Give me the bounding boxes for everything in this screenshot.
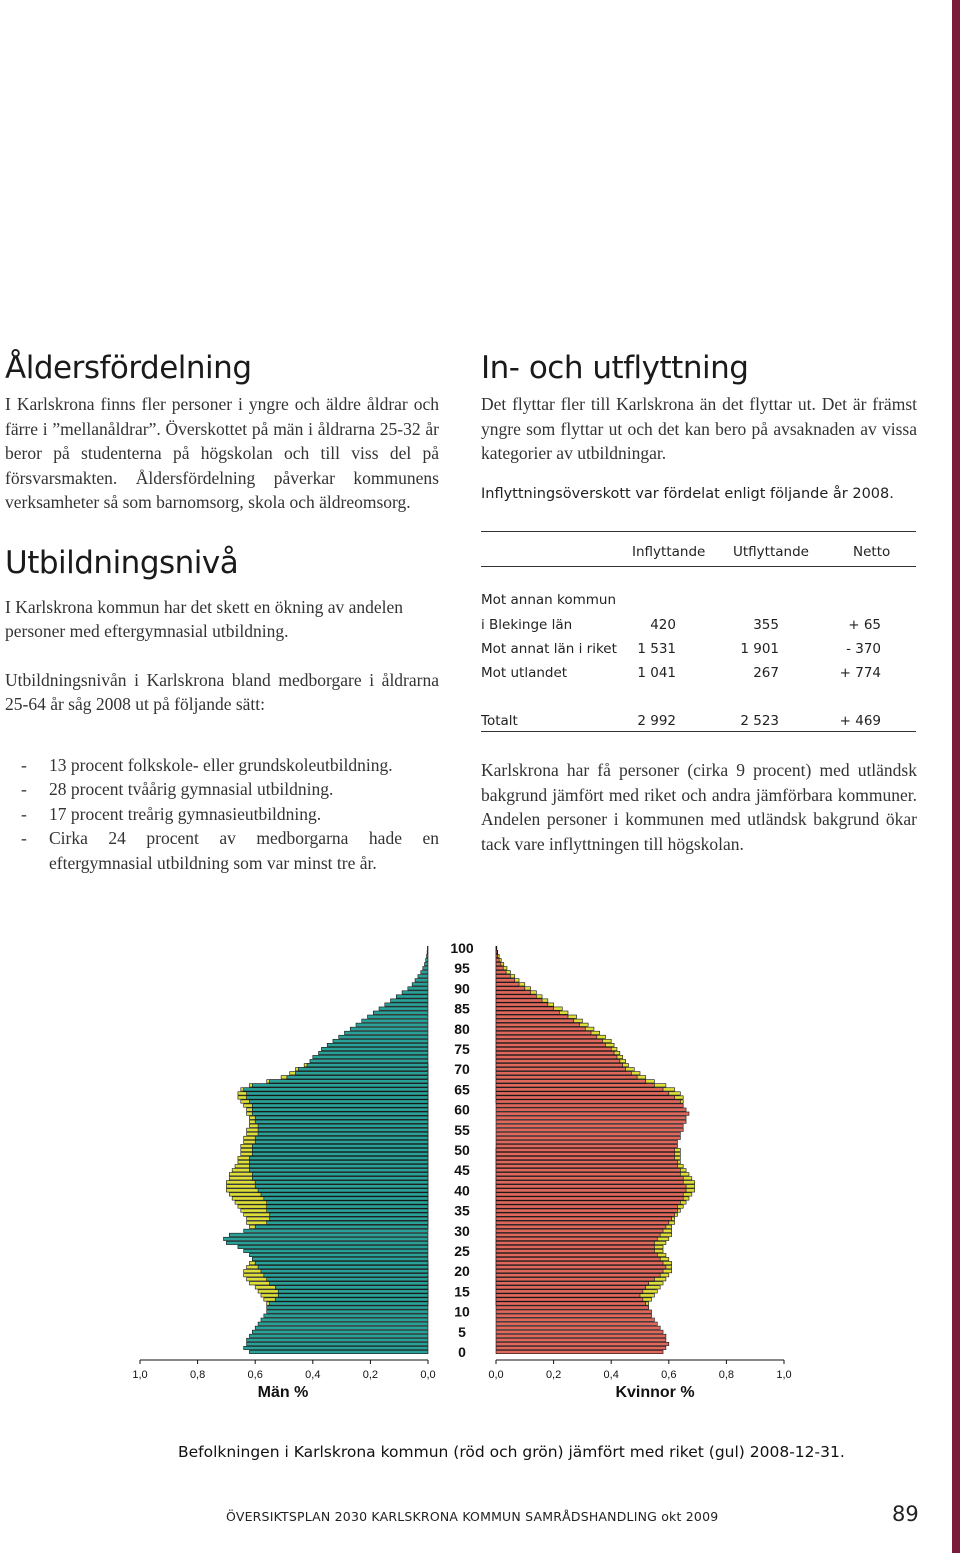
bar-men xyxy=(427,950,428,953)
bar-women xyxy=(496,979,515,982)
bar-women xyxy=(496,991,531,994)
bar-men xyxy=(396,995,428,998)
bullet-text: 17 procent treårig gymnasieutbildning. xyxy=(49,803,322,824)
bar-women xyxy=(496,1128,683,1131)
table-row xyxy=(481,641,916,661)
age-tick-label: 45 xyxy=(454,1162,470,1179)
table-total-row xyxy=(481,713,916,733)
bar-men xyxy=(249,1100,428,1103)
bar-men xyxy=(252,1152,428,1155)
bar-men xyxy=(415,979,428,982)
education-list xyxy=(21,753,439,876)
age-tick-label: 60 xyxy=(454,1101,470,1118)
bar-women xyxy=(496,1261,663,1264)
bar-women xyxy=(496,1108,686,1111)
bar-men xyxy=(252,1108,428,1111)
men-tick-label: 0,2 xyxy=(362,1369,379,1381)
population-pyramid-chart xyxy=(0,930,960,1410)
bar-women xyxy=(496,1064,623,1067)
header-netto: Netto xyxy=(853,544,891,560)
bar-women xyxy=(496,1253,657,1256)
bar-men xyxy=(385,1003,428,1006)
bar-women xyxy=(496,954,498,957)
row-net: + 65 xyxy=(848,617,881,633)
bar-women xyxy=(496,1266,666,1269)
bar-men xyxy=(255,1136,428,1139)
age-axis xyxy=(450,940,474,1360)
bar-men xyxy=(255,1181,428,1184)
age-tick-label: 30 xyxy=(454,1222,470,1239)
bar-men xyxy=(270,1213,428,1216)
bar-women xyxy=(496,1160,677,1163)
bar-men xyxy=(412,983,428,986)
table-intro: Inflyttningsöverskott var fördelat enligt följande år 2008. xyxy=(481,485,894,502)
bar-women xyxy=(496,1225,666,1228)
bar-women xyxy=(496,1201,680,1204)
list-item xyxy=(21,777,439,802)
bar-women xyxy=(496,1350,663,1353)
right-column xyxy=(481,350,917,502)
bullet-text: Cirka 24 procent av medborgarna hade en eftergymnasial utbildning som var minst tre år. xyxy=(49,828,439,873)
bar-women xyxy=(496,1298,643,1301)
bar-women xyxy=(496,1156,675,1159)
bar-women xyxy=(496,1213,675,1216)
bar-men xyxy=(267,1306,428,1309)
bar-men xyxy=(244,1088,428,1091)
bar-women xyxy=(496,1015,568,1018)
bar-men xyxy=(319,1051,428,1054)
bar-men xyxy=(296,1072,428,1075)
bar-men xyxy=(321,1047,428,1050)
heading-age-distribution: Åldersfördelning xyxy=(5,350,252,386)
bar-men xyxy=(287,1076,428,1079)
bar-women xyxy=(496,1221,669,1224)
women-tick-label: 0,4 xyxy=(603,1369,619,1381)
bar-men xyxy=(244,1229,428,1232)
bar-women xyxy=(496,1055,617,1058)
bar-men xyxy=(270,1302,428,1305)
bar-women xyxy=(496,1047,611,1050)
bar-men xyxy=(423,967,428,970)
bar-women xyxy=(496,1334,666,1337)
bar-women xyxy=(496,1342,669,1345)
bar-women xyxy=(496,1181,683,1184)
bar-women xyxy=(496,1314,652,1317)
bar-women xyxy=(496,1274,660,1277)
paragraph-age-distribution: I Karlskrona finns fler personer i yngre och äldre åldrar och färre i ”mellanåldrar”. Överskottet på män i åldrarna 25-32 år beror på studenterna på högskolan och till viss del på försvarsmakten. Åldersfördelning påverkar kommunens verksamheter så som barnomsorg, skola och äldreomsorg. xyxy=(5,394,439,512)
bar-men xyxy=(252,1144,428,1147)
bar-men xyxy=(267,1310,428,1313)
bar-men xyxy=(327,1043,428,1046)
total-net: + 469 xyxy=(839,713,881,729)
bar-men xyxy=(350,1027,428,1030)
bar-men xyxy=(244,1346,428,1349)
women-tick-label: 0,0 xyxy=(488,1369,504,1381)
bar-men xyxy=(278,1290,428,1293)
bar-women xyxy=(496,1144,677,1147)
bar-men xyxy=(255,1225,428,1228)
bar-men xyxy=(427,946,428,949)
men-axis-label: Män % xyxy=(257,1384,309,1401)
bar-men xyxy=(249,1156,428,1159)
bar-women xyxy=(496,1257,660,1260)
bar-men xyxy=(258,1189,428,1192)
bar-men xyxy=(252,1112,428,1115)
paragraph-education-intro: Utbildningsnivån i Karlskrona bland medborgare i åldrarna 25-64 år såg 2008 ut på följande sätt: xyxy=(5,669,439,714)
women-tick-label: 1,0 xyxy=(776,1369,792,1381)
age-tick-label: 15 xyxy=(454,1283,470,1300)
age-tick-label: 35 xyxy=(454,1202,470,1219)
bar-men xyxy=(258,1322,428,1325)
bar-men xyxy=(313,1055,428,1058)
chart-caption: Befolkningen i Karlskrona kommun (röd och grön) jämfört med riket (gul) 2008-12-31. xyxy=(178,1443,845,1461)
row-net: + 774 xyxy=(839,665,881,681)
bar-women xyxy=(496,1278,654,1281)
bar-women xyxy=(496,1096,675,1099)
bar-women xyxy=(496,1270,663,1273)
bar-women xyxy=(496,1193,683,1196)
bar-women xyxy=(496,1088,663,1091)
age-tick-label: 20 xyxy=(454,1263,470,1280)
bar-women xyxy=(496,1100,680,1103)
bar-men xyxy=(255,1120,428,1123)
bar-men xyxy=(339,1035,428,1038)
bar-women xyxy=(496,1051,614,1054)
bullet-dash: - xyxy=(21,754,27,775)
bar-women xyxy=(496,1059,620,1062)
bar-women xyxy=(496,1019,574,1022)
bar-women xyxy=(496,1330,663,1333)
bar-men xyxy=(261,1193,428,1196)
bar-women xyxy=(496,1217,672,1220)
bar-men xyxy=(427,954,428,957)
bar-men xyxy=(402,991,428,994)
bar-women xyxy=(496,1068,626,1071)
bar-women xyxy=(496,1294,640,1297)
total-label: Totalt xyxy=(481,713,518,729)
bar-men xyxy=(425,963,428,966)
bar-women xyxy=(496,1282,649,1285)
bar-women xyxy=(496,1104,683,1107)
bar-men xyxy=(255,1185,428,1188)
page-number: 89 xyxy=(892,1502,919,1526)
table-row xyxy=(481,617,916,637)
bar-men xyxy=(249,1253,428,1256)
table-row xyxy=(481,665,916,685)
bar-women xyxy=(496,1346,666,1349)
bar-women xyxy=(496,1140,677,1143)
bar-women xyxy=(496,1310,652,1313)
age-tick-label: 85 xyxy=(454,1000,470,1017)
bar-men xyxy=(379,1007,428,1010)
bar-women xyxy=(496,1306,649,1309)
bar-women xyxy=(496,1185,686,1188)
bar-men xyxy=(252,1257,428,1260)
bar-men xyxy=(333,1039,428,1042)
row-net: - 370 xyxy=(846,641,881,657)
bar-men xyxy=(249,1165,428,1168)
men-tick-label: 0,0 xyxy=(420,1369,436,1381)
bar-women xyxy=(496,1136,680,1139)
bar-men xyxy=(229,1233,428,1236)
footer-text: ÖVERSIKTSPLAN 2030 KARLSKRONA KOMMUN SAMRÅDSHANDLING okt 2009 xyxy=(226,1509,719,1524)
bar-men xyxy=(238,1245,428,1248)
women-bars xyxy=(496,946,695,1353)
bar-women xyxy=(496,999,542,1002)
bar-men xyxy=(252,1173,428,1176)
bar-women xyxy=(496,1039,603,1042)
bar-men xyxy=(258,1132,428,1135)
bar-women xyxy=(496,1322,657,1325)
bar-women xyxy=(496,987,525,990)
bar-women xyxy=(496,1241,654,1244)
row-group-label: Mot annan kommun xyxy=(481,592,617,608)
bar-women xyxy=(496,1205,677,1208)
paragraph-migration: Det flyttar fler till Karlskrona än det flyttar ut. Det är främst yngre som flyttar ut och det kan bero på avsaknaden av vissa kategorier av utbildningar. xyxy=(481,394,917,463)
bullet-text: 28 procent tvåårig gymnasial utbildning. xyxy=(49,779,334,799)
bar-women xyxy=(496,958,499,961)
bar-men xyxy=(244,1249,428,1252)
bar-women xyxy=(496,1003,548,1006)
age-tick-label: 90 xyxy=(454,980,470,997)
bullet-dash: - xyxy=(21,803,27,824)
bar-men xyxy=(264,1197,428,1200)
bar-men xyxy=(252,1104,428,1107)
men-tick-label: 0,4 xyxy=(305,1369,321,1381)
bar-women xyxy=(496,1092,669,1095)
age-tick-label: 65 xyxy=(454,1081,470,1098)
x-axes xyxy=(132,1360,791,1401)
bar-men xyxy=(255,1261,428,1264)
bar-women xyxy=(496,950,497,953)
bar-men xyxy=(264,1274,428,1277)
bar-men xyxy=(258,1266,428,1269)
bar-women xyxy=(496,946,497,949)
heading-education-level: Utbildningsnivå xyxy=(5,544,239,581)
bar-women xyxy=(496,1318,654,1321)
bar-men xyxy=(264,1314,428,1317)
women-tick-label: 0,8 xyxy=(718,1369,735,1381)
bar-men xyxy=(224,1237,428,1240)
bar-women xyxy=(496,1177,683,1180)
men-tick-label: 0,6 xyxy=(247,1369,263,1381)
bar-men xyxy=(249,1160,428,1163)
bar-men xyxy=(418,975,428,978)
bar-men xyxy=(267,1221,428,1224)
bar-men xyxy=(426,958,428,961)
bar-women xyxy=(496,983,519,986)
men-tick-label: 0,8 xyxy=(189,1369,206,1381)
bar-women xyxy=(496,1043,605,1046)
total-out: 2 523 xyxy=(740,713,779,729)
women-tick-label: 0,2 xyxy=(545,1369,562,1381)
list-item xyxy=(21,826,439,875)
bar-women xyxy=(496,1197,683,1200)
row-out: 267 xyxy=(753,665,779,681)
header-inflyttande: Inflyttande xyxy=(632,544,706,560)
bar-women xyxy=(496,1290,643,1293)
bar-men xyxy=(275,1286,428,1289)
list-item xyxy=(21,802,439,827)
bar-men xyxy=(252,1177,428,1180)
migration-table xyxy=(481,531,916,729)
table-header-row xyxy=(481,532,916,562)
bar-women xyxy=(496,1286,646,1289)
bar-women xyxy=(496,1189,686,1192)
bar-women xyxy=(496,1120,686,1123)
bar-men xyxy=(310,1059,428,1062)
bar-men xyxy=(307,1064,428,1067)
header-utflyttande: Utflyttande xyxy=(733,544,809,560)
bar-women xyxy=(496,1072,631,1075)
bar-men xyxy=(344,1031,428,1034)
age-tick-label: 55 xyxy=(454,1121,470,1138)
bar-men xyxy=(255,1140,428,1143)
bar-men xyxy=(267,1278,428,1281)
bar-women xyxy=(496,1173,680,1176)
bar-women xyxy=(496,1302,646,1305)
bar-women xyxy=(496,1229,663,1232)
bar-women xyxy=(496,1209,677,1212)
bar-men xyxy=(261,1318,428,1321)
bar-women xyxy=(496,1080,646,1083)
bar-women xyxy=(496,1169,680,1172)
bar-men xyxy=(267,1205,428,1208)
bar-men xyxy=(252,1148,428,1151)
row-out: 1 901 xyxy=(740,641,779,657)
bar-men xyxy=(373,1011,428,1014)
row-out: 355 xyxy=(753,617,779,633)
age-tick-label: 50 xyxy=(454,1142,470,1158)
bar-men xyxy=(226,1241,428,1244)
bar-women xyxy=(496,1084,654,1087)
paragraph-foreign-background: Karlskrona har få personer (cirka 9 procent) med utländsk bakgrund jämfört med riket och andra jämförbara kommuner. Andelen personer i kommunen med utländsk bakgrund ökar tack vare inflyttningen till högskolan. xyxy=(481,760,917,854)
age-tick-label: 75 xyxy=(454,1041,470,1057)
bar-men xyxy=(247,1338,428,1341)
bar-men xyxy=(391,999,428,1002)
age-tick-label: 0 xyxy=(458,1344,466,1360)
age-tick-label: 100 xyxy=(450,940,474,956)
bullet-dash: - xyxy=(21,779,27,799)
bar-women xyxy=(496,1326,660,1329)
bar-women xyxy=(496,1007,554,1010)
age-tick-label: 80 xyxy=(454,1020,470,1037)
bar-women xyxy=(496,975,510,978)
bar-men xyxy=(368,1015,428,1018)
bar-women xyxy=(496,963,501,966)
bar-men xyxy=(356,1023,428,1026)
bar-men xyxy=(298,1068,428,1071)
bar-women xyxy=(496,1249,654,1252)
bar-women xyxy=(496,1148,675,1151)
age-tick-label: 40 xyxy=(454,1182,470,1199)
bar-men xyxy=(267,1201,428,1204)
women-tick-label: 0,6 xyxy=(661,1369,677,1381)
bar-women xyxy=(496,1035,597,1038)
bar-men xyxy=(247,1342,428,1345)
age-tick-label: 95 xyxy=(454,960,470,977)
bar-women xyxy=(496,1338,666,1341)
bullet-text: 13 procent folkskole- eller grundskoleutbildning. xyxy=(49,754,393,775)
bar-men xyxy=(362,1019,428,1022)
paragraph-education-increase: I Karlskrona kommun har det skett en ökning av andelen personer med eftergymnasial utbildning. xyxy=(5,596,404,641)
bar-men xyxy=(270,1282,428,1285)
bar-women xyxy=(496,995,536,998)
bar-men xyxy=(247,1092,428,1095)
men-tick-label: 1,0 xyxy=(132,1369,148,1381)
bar-men xyxy=(275,1298,428,1301)
bar-women xyxy=(496,1132,680,1135)
bar-men xyxy=(270,1217,428,1220)
bar-women xyxy=(496,1112,689,1115)
age-tick-label: 5 xyxy=(458,1323,466,1340)
bar-men xyxy=(252,1084,428,1087)
row-label: Mot utlandet xyxy=(481,665,568,681)
bar-women xyxy=(496,1245,654,1248)
bar-men xyxy=(249,1169,428,1172)
row-label: i Blekinge län xyxy=(481,617,573,633)
bar-men xyxy=(267,1209,428,1212)
bar-women xyxy=(496,1116,686,1119)
bar-men xyxy=(247,1096,428,1099)
foreign-background-block xyxy=(481,758,917,856)
bar-men xyxy=(258,1124,428,1127)
bar-men xyxy=(258,1128,428,1131)
bar-women xyxy=(496,1237,657,1240)
age-tick-label: 70 xyxy=(454,1061,470,1078)
bar-women xyxy=(496,1031,591,1034)
bar-men xyxy=(249,1334,428,1337)
bar-men xyxy=(408,987,428,990)
bar-women xyxy=(496,1027,585,1030)
age-tick-label: 10 xyxy=(454,1303,470,1320)
bullet-dash: - xyxy=(21,828,27,848)
table-bottom-rule xyxy=(481,731,916,732)
bar-men xyxy=(261,1270,428,1273)
bar-men xyxy=(249,1350,428,1353)
bar-women xyxy=(496,967,503,970)
women-axis-label: Kvinnor % xyxy=(615,1384,695,1401)
bar-women xyxy=(496,1011,559,1014)
bar-women xyxy=(496,1233,660,1236)
age-tick-label: 25 xyxy=(454,1243,470,1259)
bar-men xyxy=(421,971,428,974)
bar-men xyxy=(278,1294,428,1297)
row-in: 420 xyxy=(650,617,676,633)
row-in: 1 531 xyxy=(637,641,676,657)
bar-women xyxy=(496,1152,675,1155)
bar-women xyxy=(496,1124,683,1127)
bar-women xyxy=(496,971,506,974)
bar-men xyxy=(255,1116,428,1119)
bar-women xyxy=(496,1023,580,1026)
bar-women xyxy=(496,1165,677,1168)
row-in: 1 041 xyxy=(637,665,676,681)
total-in: 2 992 xyxy=(637,713,676,729)
bar-women xyxy=(496,1076,637,1079)
bar-men xyxy=(252,1330,428,1333)
heading-migration: In- och utflyttning xyxy=(481,350,749,386)
row-label: Mot annat län i riket xyxy=(481,641,617,657)
men-bars xyxy=(224,946,428,1353)
left-column xyxy=(5,350,439,875)
table-header-rule xyxy=(481,566,916,567)
list-item xyxy=(21,753,439,778)
bar-men xyxy=(270,1080,428,1083)
bar-men xyxy=(255,1326,428,1329)
